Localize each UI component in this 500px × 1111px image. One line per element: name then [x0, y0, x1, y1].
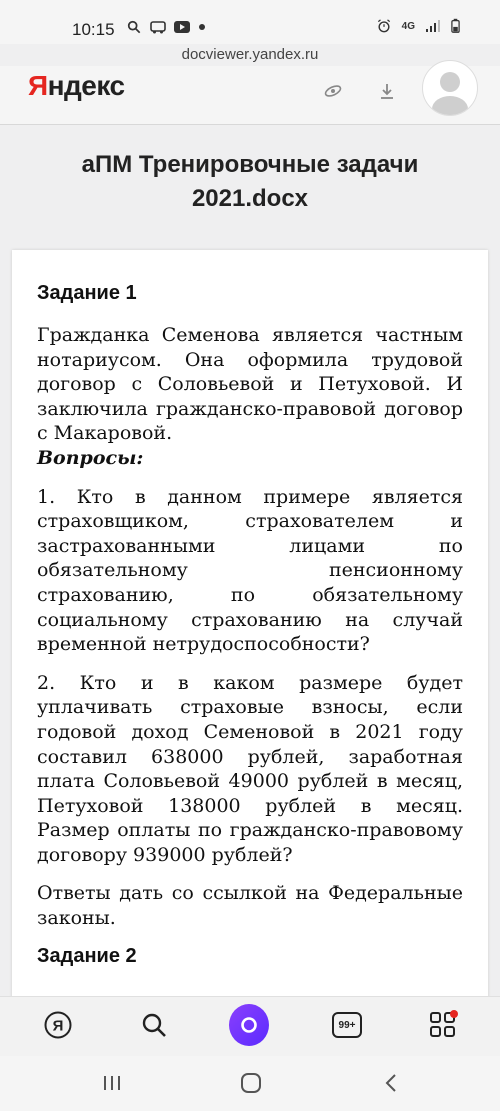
next-task-heading: Задание 2: [37, 944, 137, 967]
intro-text: Гражданка Семенова является частным нотариусом. Она оформила трудовой договор с Соловьевой и Петуховой. И заключила гражданско-правовой договор с Макаровой.: [37, 324, 463, 445]
url-bar[interactable]: docviewer.yandex.ru: [181, 46, 319, 63]
status-bar: [0, 0, 500, 44]
services-icon: [428, 1010, 458, 1040]
youtube-icon: [174, 20, 190, 34]
paragraph-intro: [37, 323, 463, 471]
recent-apps-button[interactable]: [97, 1070, 127, 1096]
avatar[interactable]: [422, 60, 478, 116]
question-1: 1. Кто в данном примере является страховщиком, страхователем и застрахованными лицами по обязательному пенсионному страхованию, по обязательному социальному страхованию на случай временной нетрудоспособности?: [37, 485, 463, 656]
status-icons-left: [126, 20, 206, 34]
alice-icon: [229, 1004, 269, 1046]
car-icon: [150, 20, 166, 34]
svg-text:Я: Я: [52, 1017, 64, 1035]
yandex-logo[interactable]: [28, 70, 125, 102]
yandex-icon: [43, 1010, 73, 1040]
back-button[interactable]: [376, 1070, 406, 1096]
user-icon: [423, 61, 477, 115]
answer-note: Ответы дать со ссылкой на Федеральные законы.: [37, 882, 463, 930]
home-icon: [240, 1072, 262, 1094]
tabs-icon: 99+: [332, 1012, 362, 1038]
download-icon: [379, 82, 395, 100]
share-button[interactable]: [320, 78, 346, 104]
signal-icon: [425, 19, 441, 33]
download-button[interactable]: [374, 78, 400, 104]
tabs-button[interactable]: [327, 1005, 367, 1045]
share-icon: [323, 83, 343, 99]
alice-button[interactable]: [229, 1005, 269, 1045]
status-icons-right: [376, 18, 460, 34]
logo-rest: ндекс: [47, 70, 125, 101]
task-heading: Задание 1: [37, 282, 137, 304]
search-icon: [140, 1011, 168, 1039]
app-header: [0, 66, 500, 125]
alarm-icon: [376, 19, 392, 33]
document-title: аПМ Тренировочные задачи 2021.docx: [81, 151, 419, 212]
questions-label: Вопросы:: [37, 446, 144, 469]
bottom-nav: [0, 996, 500, 1057]
logo-first-letter: Я: [28, 70, 48, 101]
search-icon: [126, 20, 142, 34]
search-button[interactable]: [134, 1005, 174, 1045]
dot-icon: [198, 23, 206, 31]
back-icon: [383, 1073, 399, 1093]
recent-apps-icon: [101, 1074, 123, 1092]
network-type: 4G: [401, 20, 415, 32]
battery-icon: [451, 18, 460, 34]
services-button[interactable]: [423, 1005, 463, 1045]
yandex-button[interactable]: [38, 1005, 78, 1045]
question-2: 2. Кто и в каком размере будет уплачивать страховые взносы, если годовой доход Семеновой в 2021 году составил 638000 рублей, заработная плата Соловьевой 49000 рублей в месяц, Петуховой 138000 рублей в месяц. Размер оплаты по гражданско-правовому договору 939000 рублей?: [37, 671, 463, 866]
system-nav: [0, 1056, 500, 1111]
status-time: 10:15: [72, 20, 115, 39]
document-page[interactable]: [12, 250, 488, 1010]
home-button[interactable]: [236, 1070, 266, 1096]
